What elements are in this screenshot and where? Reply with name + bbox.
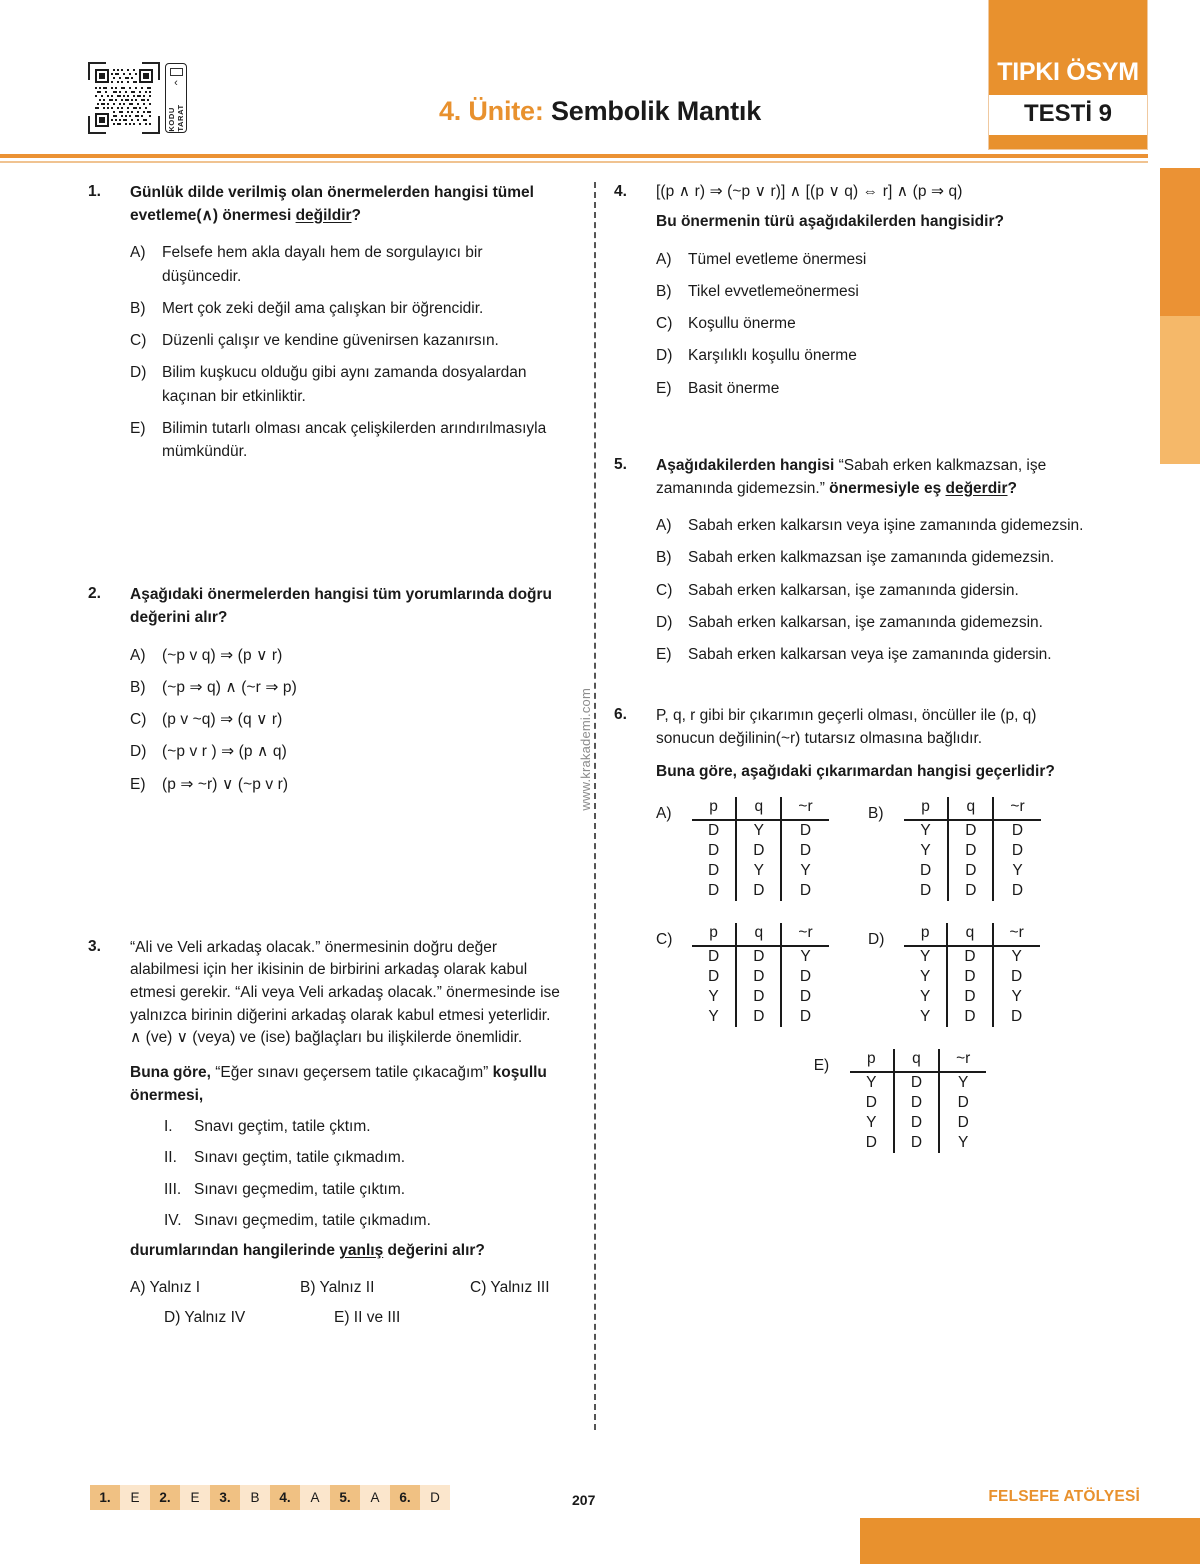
table-row (904, 881, 1041, 901)
roman-label: III. (164, 1180, 182, 1198)
chevron-left-icon: ‹ (174, 77, 178, 90)
question-6-paragraph: P, q, r gibi bir çıkarımın geçerli olması, öncüller ile (p, q) sonucun değilinin(~r) tutarsız olmasına bağlıdır. (656, 707, 1037, 747)
question-3-lead-bold2: koşullu önermesi, (130, 1063, 547, 1104)
question-1 (88, 182, 566, 472)
question-5-stem-bold1: Aşağıdakilerden hangisi (656, 456, 835, 474)
truth-table-e (850, 1049, 987, 1153)
option-letter: A) (130, 646, 146, 664)
cell: D (947, 967, 992, 987)
question-4-number: 4. (614, 183, 627, 200)
left-column (88, 182, 566, 1339)
answer-key-val-4: A (300, 1485, 330, 1510)
truth-table-row-3 (656, 1049, 1084, 1153)
answer-key-val-1: E (120, 1485, 150, 1510)
cell: D (947, 946, 992, 967)
brand-label: FELSEFE ATÖLYESİ (988, 1488, 1140, 1505)
th-notr: ~r (993, 923, 1040, 946)
question-6-truth-tables (656, 797, 1084, 1153)
watermark-url: www.krakademi.com (578, 688, 593, 811)
th-q: q (736, 923, 781, 946)
cell: D (736, 987, 781, 1007)
cell: D (1011, 822, 1024, 840)
truth-table-row-1 (656, 797, 1084, 901)
option-text: Karşılıklı koşullu önerme (688, 347, 857, 365)
question-6-option-d[interactable] (868, 923, 1040, 1027)
cell: Y (692, 1007, 736, 1027)
question-6-option-e[interactable] (814, 1049, 987, 1153)
cell: D (894, 1072, 939, 1093)
question-4-options (656, 248, 1084, 400)
table-row (850, 1072, 987, 1093)
question-3-options-row-2 (130, 1309, 566, 1327)
question-3 (88, 937, 566, 1339)
question-3-tail-underlined: yanlış (339, 1242, 384, 1260)
option-letter: E) (130, 775, 146, 793)
question-3-options (130, 1279, 566, 1327)
table-row (904, 967, 1040, 987)
option-letter: B) (130, 678, 146, 696)
question-5-stem-underlined: değerdir (945, 479, 1008, 497)
roman-item-4 (164, 1209, 566, 1232)
option-letter: D) (130, 364, 147, 382)
option-letter: A) (656, 517, 672, 535)
th-p: p (692, 797, 736, 820)
answer-key-val-2: E (180, 1485, 210, 1510)
question-5-option-a[interactable] (656, 514, 1084, 537)
side-tab-light (1160, 316, 1200, 464)
page-title-unit: 4. Ünite: (438, 96, 544, 126)
cell: D (799, 882, 812, 900)
question-3-option-a[interactable]: A) Yalnız I (130, 1278, 201, 1296)
option-letter: E) (130, 419, 146, 437)
page-number: 207 (572, 1492, 596, 1508)
option-text: Sabah erken kalkarsan, işe zamanında gidemezsin. (688, 613, 1043, 631)
cell: D (957, 1094, 969, 1112)
answer-key-num-2: 2. (150, 1485, 180, 1510)
question-5-options (656, 514, 1084, 666)
question-6-option-c[interactable] (656, 923, 868, 1027)
question-3-lead-quote: “Eğer sınavı geçersem tatile çıkacağım” (210, 1063, 493, 1081)
cell: D (948, 820, 993, 841)
cell: D (799, 842, 812, 860)
cell: D (692, 967, 736, 987)
question-3-tail-pre: durumlarından hangilerinde (130, 1242, 340, 1260)
question-1-options (130, 241, 566, 463)
answer-key-num-3: 3. (210, 1485, 240, 1510)
option-letter: E) (656, 646, 672, 664)
cell: Y (800, 948, 811, 966)
th-p: p (904, 923, 947, 946)
cell: D (947, 987, 992, 1007)
cell: D (948, 881, 993, 901)
question-3-option-b[interactable]: B) Yalnız II (300, 1278, 375, 1296)
option-letter: D) (656, 347, 673, 365)
answer-key-num-6: 6. (390, 1485, 420, 1510)
cell: D (692, 861, 736, 881)
th-p: p (850, 1049, 894, 1072)
option-formula: (~p v r ) ⇒ (p ∧ q) (162, 743, 287, 761)
option-text: Felsefe hem akla dayalı hem de sorgulayıcı bir düşüncedir. (162, 244, 483, 285)
th-p: p (692, 923, 736, 946)
truth-table-row-2 (656, 923, 1084, 1027)
th-p: p (904, 797, 948, 820)
question-4-stem: Bu önermenin türü aşağıdakilerden hangisidir? (656, 213, 1004, 230)
option-letter: A) (130, 244, 146, 262)
question-6-number: 6. (614, 706, 627, 724)
option-text: Koşullu önerme (688, 315, 796, 333)
table-row (692, 881, 829, 901)
question-2-option-c[interactable] (130, 708, 566, 731)
table-row (692, 987, 829, 1007)
table-row (692, 861, 829, 881)
roman-text: Sınavı geçtim, tatile çıkmadım. (194, 1149, 406, 1167)
question-3-number: 3. (88, 937, 101, 955)
cell: Y (1012, 862, 1023, 880)
page-title-name: Sembolik Mantık (550, 96, 762, 126)
question-2-option-d[interactable] (130, 740, 566, 763)
cell: D (1011, 882, 1024, 900)
table-row (904, 820, 1041, 841)
option-letter: D) (868, 931, 885, 949)
roman-item-1 (164, 1115, 566, 1138)
question-3-tail (130, 1240, 566, 1262)
question-5-option-b[interactable] (656, 546, 1084, 569)
answer-key-num-5: 5. (330, 1485, 360, 1510)
cell: Y (958, 1074, 969, 1092)
table-row (904, 987, 1040, 1007)
cell: D (692, 881, 736, 901)
question-2-stem: Aşağıdaki önermelerden hangisi tüm yorumlarında doğru değerini alır? (130, 586, 553, 626)
table-row (904, 861, 1041, 881)
roman-text: Sınavı geçmedim, tatile çıkmadım. (194, 1211, 431, 1229)
question-2-number: 2. (88, 585, 101, 603)
option-letter: D) (130, 743, 147, 761)
option-letter: B) (656, 549, 672, 567)
question-5-stem-bold2: önermesiyle eş (829, 479, 946, 497)
cell: Y (850, 1113, 894, 1133)
question-1-option-e[interactable] (130, 417, 566, 464)
option-letter: C) (656, 581, 673, 599)
question-3-paragraph: “Ali ve Veli arkadaş olacak.” önermesinin doğru değer alabilmesi için her ikisinin de birbirini arkadaş olarak kabul etmesi gerekir. “Ali veya Veli arkadaş olacak.” önermesinde ise yalnızca birinin diğerini arkadaş olarak kabul etmesi yeterlidir. ∧ (ve) ∨ (veya) ve (ise) bağlaçları bu ilişkilerde önemlidir. (130, 938, 560, 1047)
question-2-option-e[interactable] (130, 773, 566, 796)
cell: D (904, 861, 948, 881)
cell: Y (904, 946, 947, 967)
question-3-lead-bold: Buna göre, (130, 1063, 211, 1081)
table-row (692, 841, 829, 861)
question-3-option-c[interactable]: C) Yalnız III (470, 1278, 550, 1296)
table-row (850, 1093, 987, 1113)
roman-text: Sınavı geçmedim, tatile çıktım. (194, 1180, 406, 1198)
page-header (0, 0, 1200, 160)
cell: Y (904, 1007, 947, 1027)
cell: D (736, 881, 781, 901)
footer-orange-bar (860, 1518, 1200, 1564)
question-4-option-d[interactable] (656, 344, 1084, 367)
table-row (692, 946, 829, 967)
cell: Y (692, 987, 736, 1007)
table-row (904, 946, 1040, 967)
th-q: q (736, 797, 781, 820)
table-row (904, 841, 1041, 861)
question-1-number: 1. (88, 183, 101, 200)
cell: D (736, 967, 781, 987)
cell: D (904, 881, 948, 901)
question-1-option-b[interactable] (130, 297, 566, 320)
cell: D (736, 841, 781, 861)
option-text: Sabah erken kalkarsın veya işine zamanında gidemezsin. (688, 517, 1084, 535)
question-5-stem (656, 455, 1084, 500)
th-notr: ~r (939, 1049, 986, 1072)
th-notr: ~r (781, 797, 828, 820)
truth-table-b (904, 797, 1041, 901)
option-letter: C) (130, 332, 147, 349)
option-letter: B) (868, 805, 884, 823)
cell: Y (850, 1072, 894, 1093)
th-q: q (894, 1049, 939, 1072)
roman-item-2 (164, 1146, 566, 1169)
option-letter: A) (656, 805, 672, 823)
question-3-roman-list (164, 1115, 566, 1232)
question-3-lead (130, 1062, 566, 1107)
question-2-option-b[interactable] (130, 676, 566, 699)
cell: D (894, 1133, 939, 1153)
option-letter: B) (656, 282, 672, 300)
cell: D (799, 1008, 812, 1026)
cell: Y (904, 967, 947, 987)
option-letter: D) (656, 613, 673, 631)
question-4-option-c[interactable] (656, 312, 1084, 335)
cell: Y (958, 1134, 969, 1152)
cell: D (736, 1007, 781, 1027)
option-letter: C) (130, 711, 147, 728)
option-letter: A) (656, 250, 672, 268)
question-1-option-c[interactable] (130, 329, 566, 352)
option-text: Tikel evvetlemeönermesi (688, 282, 859, 300)
th-notr: ~r (781, 923, 828, 946)
question-1-stem-underlined: değildir (295, 206, 352, 224)
option-letter: C) (656, 931, 673, 949)
option-letter: B) (130, 299, 146, 317)
th-q: q (947, 923, 992, 946)
question-1-option-d[interactable] (130, 361, 566, 408)
answer-key-val-6: D (420, 1485, 450, 1510)
question-6-option-b[interactable] (868, 797, 1041, 901)
option-letter: E) (813, 1057, 830, 1075)
question-6-lead: Buna göre, aşağıdaki çıkarımardan hangisi geçerlidir? (656, 762, 1055, 780)
option-text: Sabah erken kalkarsan veya işe zamanında gidersin. (688, 646, 1052, 664)
truth-table-d (904, 923, 1040, 1027)
cell: Y (800, 862, 811, 880)
question-3-options-row-1 (130, 1279, 566, 1297)
cell: D (736, 946, 781, 967)
header-rule-secondary (0, 161, 1148, 163)
table-row (692, 820, 829, 841)
answer-key-val-5: A (360, 1485, 390, 1510)
roman-label: IV. (164, 1211, 182, 1229)
option-text: Sabah erken kalkmazsan işe zamanında gidemezsin. (688, 549, 1055, 567)
right-column (614, 182, 1084, 1153)
cell: D (850, 1133, 894, 1153)
cell: Y (1011, 948, 1022, 966)
option-formula: (~p v q) ⇒ (p ∨ r) (162, 646, 283, 664)
cell: Y (904, 987, 947, 1007)
question-5-option-e[interactable] (656, 643, 1084, 666)
option-text: Mert çok zeki değil ama çalışkan bir öğrencidir. (162, 299, 484, 317)
question-5-stem-quote: “Sabah erken kalkmazsan, işe zamanında gidemezsin.” (656, 456, 1047, 497)
question-5-option-d[interactable] (656, 611, 1084, 634)
answer-key (90, 1485, 450, 1510)
option-letter: C) (656, 315, 673, 333)
side-tab-dark (1160, 168, 1200, 316)
table-row (850, 1133, 987, 1153)
roman-item-3 (164, 1178, 566, 1201)
cell: D (894, 1093, 939, 1113)
option-formula: (p v ~q) ⇒ (q ∨ r) (162, 711, 283, 728)
roman-text: Snavı geçtim, tatile çktım. (194, 1118, 371, 1136)
option-formula: (~p ⇒ q) ∧ (~r ⇒ p) (162, 678, 297, 696)
option-text: Düzenli çalışır ve kendine güvenirsen kazanırsın. (162, 332, 499, 349)
cell: D (799, 822, 812, 840)
question-2 (88, 584, 566, 805)
cell: D (1011, 968, 1023, 986)
option-text: Bilimin tutarlı olması ancak çelişkilerden arındırılmasıyla mümkündür. (162, 419, 547, 460)
cell: Y (1011, 988, 1022, 1006)
question-6 (614, 705, 1084, 1153)
test-badge-number-label: TESTİ 9 (989, 95, 1147, 135)
question-3-option-e[interactable]: E) II ve III (334, 1308, 401, 1326)
th-notr: ~r (993, 797, 1040, 820)
roman-label: II. (164, 1149, 177, 1167)
answer-key-val-3: B (240, 1485, 270, 1510)
question-2-option-a[interactable] (130, 644, 566, 667)
cell: Y (904, 841, 948, 861)
question-5 (614, 455, 1084, 676)
option-text: Sabah erken kalkarsan, işe zamanında gidersin. (688, 581, 1019, 599)
question-3-option-d[interactable]: D) Yalnız IV (164, 1308, 246, 1326)
test-badge (988, 0, 1148, 150)
cell: D (692, 841, 736, 861)
question-1-stem (130, 182, 566, 227)
cell: D (692, 820, 736, 841)
test-badge-top-label: TIPKI ÖSYM (989, 0, 1147, 95)
column-divider (594, 182, 596, 1430)
question-4-option-a[interactable] (656, 248, 1084, 271)
cell: D (894, 1113, 939, 1133)
question-4 (614, 182, 1084, 409)
cell: Y (904, 820, 948, 841)
option-text: Tümel evetleme önermesi (688, 250, 867, 268)
question-1-option-a[interactable] (130, 241, 566, 288)
cell: D (1011, 842, 1024, 860)
th-q: q (948, 797, 993, 820)
answer-key-num-4: 4. (270, 1485, 300, 1510)
scan-chip-icon (170, 68, 183, 76)
question-5-option-c[interactable] (656, 579, 1084, 602)
option-text: Bilim kuşkucu olduğu gibi aynı zamanda dosyalardan kaçınan bir etkinliktir. (162, 364, 527, 405)
cell: D (799, 968, 812, 986)
question-1-stem-text: Günlük dilde verilmiş olan önermelerden hangisi tümel evetleme(∧) önermesi (130, 184, 534, 224)
cell: D (1011, 1008, 1023, 1026)
option-text: Basit önerme (688, 379, 780, 397)
question-5-stem-tail: ? (1007, 479, 1017, 497)
question-4-formula: [(p ∧ r) ⇒ (~p ∨ r)] ∧ [(p ∨ q) ⇔ r] ∧ (p ⇒ q) (656, 183, 963, 200)
cell: D (692, 946, 736, 967)
cell: D (948, 841, 993, 861)
table-row (904, 1007, 1040, 1027)
option-letter: E) (656, 379, 672, 397)
truth-table-c (692, 923, 829, 1027)
cell: D (948, 861, 993, 881)
header-rule-primary (0, 154, 1148, 158)
truth-table-a (692, 797, 829, 901)
cell: Y (736, 820, 781, 841)
question-4-option-e[interactable] (656, 377, 1084, 400)
table-row (692, 1007, 829, 1027)
scan-badge-label: KODU TARAT (167, 104, 185, 132)
table-row (692, 967, 829, 987)
question-5-number: 5. (614, 455, 627, 473)
table-row (850, 1113, 987, 1133)
cell: D (947, 1007, 992, 1027)
question-1-stem-tail: ? (351, 206, 362, 224)
option-formula: (p ⇒ ~r) ∨ (~p v r) (162, 775, 289, 793)
question-2-options (130, 644, 566, 796)
cell: D (957, 1114, 969, 1132)
cell: D (850, 1093, 894, 1113)
question-6-option-a[interactable] (656, 797, 868, 901)
page-footer (0, 1454, 1200, 1564)
question-3-tail-post: değerini alır? (383, 1242, 485, 1260)
roman-label: I. (164, 1118, 173, 1136)
test-badge-bottom-bar (989, 135, 1147, 149)
cell: Y (736, 861, 781, 881)
cell: D (799, 988, 812, 1006)
answer-key-num-1: 1. (90, 1485, 120, 1510)
question-4-option-b[interactable] (656, 280, 1084, 303)
